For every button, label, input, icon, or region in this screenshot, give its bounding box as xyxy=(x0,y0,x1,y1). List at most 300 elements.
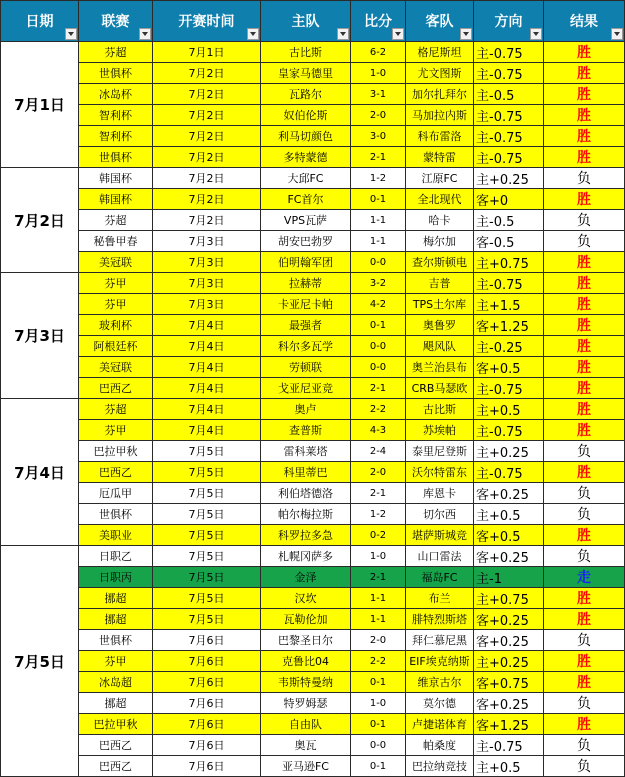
score-cell[interactable]: 3-2 xyxy=(351,273,406,294)
table-row xyxy=(1,105,625,126)
away-team-cell[interactable]: 全北现代 xyxy=(406,189,474,210)
direction-cell[interactable]: 主-0.75 xyxy=(474,462,544,483)
kickoff-cell[interactable]: 7月3日 xyxy=(153,273,261,294)
result-cell[interactable]: 负 xyxy=(544,168,625,189)
home-team-cell[interactable]: 卡亚尼卡帕 xyxy=(261,294,351,315)
home-team-cell[interactable]: 自由队 xyxy=(261,714,351,735)
date-cell[interactable]: 7月2日 xyxy=(1,168,79,273)
kickoff-cell[interactable]: 7月5日 xyxy=(153,441,261,462)
kickoff-cell[interactable]: 7月6日 xyxy=(153,693,261,714)
result-cell[interactable]: 胜 xyxy=(544,336,625,357)
away-team-cell[interactable]: 哈卡 xyxy=(406,210,474,231)
league-cell[interactable]: 智利杯 xyxy=(79,126,153,147)
score-cell[interactable]: 0-0 xyxy=(351,357,406,378)
date-cell[interactable]: 7月1日 xyxy=(1,42,79,168)
league-cell[interactable]: 玻利杯 xyxy=(79,315,153,336)
kickoff-cell[interactable]: 7月2日 xyxy=(153,126,261,147)
result-cell[interactable]: 胜 xyxy=(544,315,625,336)
away-team-cell[interactable]: 腓特烈斯塔 xyxy=(406,609,474,630)
table-row xyxy=(1,63,625,84)
kickoff-cell[interactable]: 7月5日 xyxy=(153,588,261,609)
away-team-cell[interactable]: 加尔扎拜尔 xyxy=(406,84,474,105)
kickoff-cell[interactable]: 7月2日 xyxy=(153,84,261,105)
kickoff-cell[interactable]: 7月4日 xyxy=(153,378,261,399)
league-cell[interactable]: 冰岛杯 xyxy=(79,84,153,105)
kickoff-cell[interactable]: 7月6日 xyxy=(153,735,261,756)
away-team-cell[interactable]: 奥兰治县布 xyxy=(406,357,474,378)
score-cell[interactable]: 0-1 xyxy=(351,714,406,735)
kickoff-cell[interactable]: 7月4日 xyxy=(153,357,261,378)
result-cell[interactable]: 胜 xyxy=(544,63,625,84)
result-cell[interactable]: 走 xyxy=(544,567,625,588)
score-cell[interactable]: 3-1 xyxy=(351,84,406,105)
home-team-cell[interactable]: 胡安巴勃罗 xyxy=(261,231,351,252)
direction-cell[interactable]: 主-0.75 xyxy=(474,63,544,84)
league-cell[interactable]: 日职乙 xyxy=(79,546,153,567)
direction-cell[interactable]: 客+1.25 xyxy=(474,315,544,336)
filter-dropdown-icon[interactable] xyxy=(65,28,77,40)
home-team-cell[interactable]: 皇家马德里 xyxy=(261,63,351,84)
away-team-cell[interactable]: 卢捷诺体育 xyxy=(406,714,474,735)
kickoff-cell[interactable]: 7月5日 xyxy=(153,525,261,546)
result-cell[interactable]: 胜 xyxy=(544,42,625,63)
league-cell[interactable]: 挪超 xyxy=(79,588,153,609)
kickoff-cell[interactable]: 7月5日 xyxy=(153,504,261,525)
away-team-cell[interactable]: 梅尔加 xyxy=(406,231,474,252)
league-cell[interactable]: 秘鲁甲春 xyxy=(79,231,153,252)
direction-cell[interactable]: 主-0.75 xyxy=(474,735,544,756)
direction-cell[interactable]: 主+0.75 xyxy=(474,588,544,609)
league-cell[interactable]: 挪超 xyxy=(79,693,153,714)
score-cell[interactable]: 4-3 xyxy=(351,420,406,441)
result-cell[interactable]: 胜 xyxy=(544,273,625,294)
score-cell[interactable]: 1-2 xyxy=(351,504,406,525)
kickoff-cell[interactable]: 7月2日 xyxy=(153,168,261,189)
league-cell[interactable]: 巴西乙 xyxy=(79,735,153,756)
result-cell[interactable]: 胜 xyxy=(544,399,625,420)
score-cell[interactable]: 4-2 xyxy=(351,294,406,315)
direction-cell[interactable]: 客+0.5 xyxy=(474,357,544,378)
away-team-cell[interactable]: 苏埃帕 xyxy=(406,420,474,441)
direction-cell[interactable]: 主-0.75 xyxy=(474,126,544,147)
direction-cell[interactable]: 客+1.25 xyxy=(474,714,544,735)
direction-cell[interactable]: 主-0.25 xyxy=(474,336,544,357)
direction-cell[interactable]: 主-0.75 xyxy=(474,420,544,441)
home-team-cell[interactable]: 利马切颜色 xyxy=(261,126,351,147)
home-team-cell[interactable]: 汉坎 xyxy=(261,588,351,609)
league-cell[interactable]: 智利杯 xyxy=(79,105,153,126)
score-cell[interactable]: 2-1 xyxy=(351,483,406,504)
kickoff-cell[interactable]: 7月3日 xyxy=(153,231,261,252)
score-cell[interactable]: 2-2 xyxy=(351,399,406,420)
result-cell[interactable]: 胜 xyxy=(544,252,625,273)
filter-dropdown-icon[interactable] xyxy=(611,28,623,40)
table-row xyxy=(1,273,625,294)
score-cell[interactable]: 0-1 xyxy=(351,189,406,210)
away-team-cell[interactable]: 飓风队 xyxy=(406,336,474,357)
direction-cell[interactable]: 客+0.25 xyxy=(474,483,544,504)
kickoff-cell[interactable]: 7月5日 xyxy=(153,462,261,483)
result-cell[interactable]: 胜 xyxy=(544,126,625,147)
home-team-cell[interactable]: 利伯塔德洛 xyxy=(261,483,351,504)
away-team-cell[interactable]: 江原FC xyxy=(406,168,474,189)
score-cell[interactable]: 2-4 xyxy=(351,441,406,462)
direction-cell[interactable]: 主+0.5 xyxy=(474,504,544,525)
direction-cell[interactable]: 主-0.75 xyxy=(474,273,544,294)
result-cell[interactable]: 胜 xyxy=(544,672,625,693)
kickoff-cell[interactable]: 7月5日 xyxy=(153,567,261,588)
result-cell[interactable]: 胜 xyxy=(544,420,625,441)
away-team-cell[interactable]: 堪萨斯城竞 xyxy=(406,525,474,546)
direction-cell[interactable]: 主-0.75 xyxy=(474,378,544,399)
filter-dropdown-icon[interactable] xyxy=(460,28,472,40)
direction-cell[interactable]: 主+0.25 xyxy=(474,441,544,462)
direction-cell[interactable]: 客-0.5 xyxy=(474,231,544,252)
home-team-cell[interactable]: 查普斯 xyxy=(261,420,351,441)
result-cell[interactable]: 胜 xyxy=(544,357,625,378)
home-team-cell[interactable]: 拉赫蒂 xyxy=(261,273,351,294)
away-team-cell[interactable]: 帕桑度 xyxy=(406,735,474,756)
kickoff-cell[interactable]: 7月2日 xyxy=(153,210,261,231)
kickoff-cell[interactable]: 7月4日 xyxy=(153,420,261,441)
league-cell[interactable]: 芬超 xyxy=(79,42,153,63)
home-team-cell[interactable]: 金泽 xyxy=(261,567,351,588)
home-team-cell[interactable]: 科里蒂巴 xyxy=(261,462,351,483)
table-row xyxy=(1,588,625,609)
league-cell[interactable]: 美冠联 xyxy=(79,357,153,378)
header-result[interactable]: 结果 xyxy=(544,1,625,42)
table-row xyxy=(1,651,625,672)
direction-cell[interactable]: 客+0.25 xyxy=(474,630,544,651)
score-cell[interactable]: 0-1 xyxy=(351,672,406,693)
away-team-cell[interactable]: 莫尔德 xyxy=(406,693,474,714)
away-team-cell[interactable]: 尤文图斯 xyxy=(406,63,474,84)
score-cell[interactable]: 3-0 xyxy=(351,126,406,147)
direction-cell[interactable]: 客+0.25 xyxy=(474,693,544,714)
away-team-cell[interactable]: 泰里尼登斯 xyxy=(406,441,474,462)
result-cell[interactable]: 胜 xyxy=(544,294,625,315)
kickoff-cell[interactable]: 7月6日 xyxy=(153,672,261,693)
league-cell[interactable]: 韩国杯 xyxy=(79,189,153,210)
league-cell[interactable]: 世俱杯 xyxy=(79,504,153,525)
away-team-cell[interactable]: 布兰 xyxy=(406,588,474,609)
league-cell[interactable]: 世俱杯 xyxy=(79,147,153,168)
table-row xyxy=(1,336,625,357)
result-cell[interactable]: 胜 xyxy=(544,525,625,546)
away-team-cell[interactable]: 巴拉纳竞技 xyxy=(406,756,474,777)
table-row xyxy=(1,294,625,315)
kickoff-cell[interactable]: 7月3日 xyxy=(153,252,261,273)
result-cell[interactable]: 胜 xyxy=(544,378,625,399)
league-cell[interactable]: 芬超 xyxy=(79,399,153,420)
kickoff-cell[interactable]: 7月6日 xyxy=(153,756,261,777)
direction-cell[interactable]: 主+0.5 xyxy=(474,756,544,777)
direction-cell[interactable]: 主-0.75 xyxy=(474,42,544,63)
header-league[interactable]: 联赛 xyxy=(79,1,153,42)
direction-cell[interactable]: 客+0 xyxy=(474,189,544,210)
away-team-cell[interactable]: 奥鲁罗 xyxy=(406,315,474,336)
direction-cell[interactable]: 主-1 xyxy=(474,567,544,588)
league-cell[interactable]: 芬甲 xyxy=(79,420,153,441)
result-cell[interactable]: 负 xyxy=(544,756,625,777)
away-team-cell[interactable]: 拜仁慕尼黑 xyxy=(406,630,474,651)
home-team-cell[interactable]: 札幌冈萨多 xyxy=(261,546,351,567)
result-cell[interactable]: 负 xyxy=(544,735,625,756)
score-cell[interactable]: 0-0 xyxy=(351,252,406,273)
score-cell[interactable]: 1-0 xyxy=(351,546,406,567)
away-team-cell[interactable]: 山口雷法 xyxy=(406,546,474,567)
home-team-cell[interactable]: 劳顿联 xyxy=(261,357,351,378)
direction-cell[interactable]: 主-0.5 xyxy=(474,210,544,231)
table-row xyxy=(1,231,625,252)
kickoff-cell[interactable]: 7月4日 xyxy=(153,315,261,336)
away-team-cell[interactable]: EIF埃克纳斯 xyxy=(406,651,474,672)
score-cell[interactable]: 1-1 xyxy=(351,210,406,231)
table-row xyxy=(1,756,625,777)
score-cell[interactable]: 1-0 xyxy=(351,693,406,714)
table-row xyxy=(1,399,625,420)
home-team-cell[interactable]: 奥瓦 xyxy=(261,735,351,756)
home-team-cell[interactable]: 奴伯伦斯 xyxy=(261,105,351,126)
result-cell[interactable]: 负 xyxy=(544,693,625,714)
result-cell[interactable]: 胜 xyxy=(544,105,625,126)
league-cell[interactable]: 冰岛超 xyxy=(79,672,153,693)
kickoff-cell[interactable]: 7月6日 xyxy=(153,714,261,735)
table-row xyxy=(1,210,625,231)
league-cell[interactable]: 世俱杯 xyxy=(79,63,153,84)
direction-cell[interactable]: 主-0.75 xyxy=(474,147,544,168)
result-cell[interactable]: 负 xyxy=(544,441,625,462)
home-team-cell[interactable]: 大邱FC xyxy=(261,168,351,189)
date-cell[interactable]: 7月4日 xyxy=(1,399,79,546)
filter-dropdown-icon[interactable] xyxy=(337,28,349,40)
result-cell[interactable]: 负 xyxy=(544,546,625,567)
league-cell[interactable]: 日职丙 xyxy=(79,567,153,588)
table-row xyxy=(1,483,625,504)
filter-dropdown-icon[interactable] xyxy=(530,28,542,40)
score-cell[interactable]: 0-0 xyxy=(351,336,406,357)
header-direction[interactable]: 方向 xyxy=(474,1,544,42)
direction-cell[interactable]: 客+0.5 xyxy=(474,525,544,546)
table-row xyxy=(1,441,625,462)
league-cell[interactable]: 芬甲 xyxy=(79,294,153,315)
league-cell[interactable]: 巴西乙 xyxy=(79,756,153,777)
score-cell[interactable]: 0-2 xyxy=(351,525,406,546)
score-cell[interactable]: 2-2 xyxy=(351,651,406,672)
score-cell[interactable]: 6-2 xyxy=(351,42,406,63)
kickoff-cell[interactable]: 7月1日 xyxy=(153,42,261,63)
kickoff-cell[interactable]: 7月2日 xyxy=(153,147,261,168)
score-cell[interactable]: 2-0 xyxy=(351,630,406,651)
kickoff-cell[interactable]: 7月2日 xyxy=(153,63,261,84)
home-team-cell[interactable]: 特罗姆瑟 xyxy=(261,693,351,714)
score-cell[interactable]: 1-1 xyxy=(351,231,406,252)
header-away[interactable]: 客队 xyxy=(406,1,474,42)
result-cell[interactable]: 负 xyxy=(544,231,625,252)
league-cell[interactable]: 世俱杯 xyxy=(79,630,153,651)
score-cell[interactable]: 1-1 xyxy=(351,588,406,609)
result-cell[interactable]: 胜 xyxy=(544,462,625,483)
direction-cell[interactable]: 主+0.75 xyxy=(474,252,544,273)
header-score[interactable]: 比分 xyxy=(351,1,406,42)
header-date[interactable]: 日期 xyxy=(1,1,79,42)
header-kickoff[interactable]: 开赛时间 xyxy=(153,1,261,42)
table-row xyxy=(1,525,625,546)
table-row xyxy=(1,126,625,147)
home-team-cell[interactable]: 伯明翰军团 xyxy=(261,252,351,273)
result-cell[interactable]: 胜 xyxy=(544,147,625,168)
direction-cell[interactable]: 主+1.5 xyxy=(474,294,544,315)
filter-dropdown-icon[interactable] xyxy=(139,28,151,40)
result-cell[interactable]: 负 xyxy=(544,210,625,231)
home-team-cell[interactable]: 韦斯特曼纳 xyxy=(261,672,351,693)
kickoff-cell[interactable]: 7月2日 xyxy=(153,189,261,210)
score-cell[interactable]: 2-0 xyxy=(351,105,406,126)
league-cell[interactable]: 巴拉甲秋 xyxy=(79,714,153,735)
score-cell[interactable]: 2-1 xyxy=(351,378,406,399)
home-team-cell[interactable]: 瓦路尔 xyxy=(261,84,351,105)
date-cell[interactable]: 7月5日 xyxy=(1,546,79,777)
league-cell[interactable]: 巴西乙 xyxy=(79,378,153,399)
league-cell[interactable]: 美职业 xyxy=(79,525,153,546)
league-cell[interactable]: 芬甲 xyxy=(79,273,153,294)
away-team-cell[interactable]: 库恩卡 xyxy=(406,483,474,504)
away-team-cell[interactable]: CRB马瑟欧 xyxy=(406,378,474,399)
home-team-cell[interactable]: 戈亚尼亚竞 xyxy=(261,378,351,399)
result-cell[interactable]: 胜 xyxy=(544,84,625,105)
away-team-cell[interactable]: 马加拉内斯 xyxy=(406,105,474,126)
away-team-cell[interactable]: 福岛FC xyxy=(406,567,474,588)
home-team-cell[interactable]: 奥卢 xyxy=(261,399,351,420)
table-row xyxy=(1,693,625,714)
away-team-cell[interactable]: 格尼斯坦 xyxy=(406,42,474,63)
table-row xyxy=(1,252,625,273)
score-cell[interactable]: 2-1 xyxy=(351,147,406,168)
header-home[interactable]: 主队 xyxy=(261,1,351,42)
table-row xyxy=(1,735,625,756)
result-cell[interactable]: 胜 xyxy=(544,189,625,210)
score-cell[interactable]: 1-1 xyxy=(351,609,406,630)
league-cell[interactable]: 巴西乙 xyxy=(79,462,153,483)
home-team-cell[interactable]: 古比斯 xyxy=(261,42,351,63)
result-cell[interactable]: 负 xyxy=(544,483,625,504)
kickoff-cell[interactable]: 7月5日 xyxy=(153,546,261,567)
table-row xyxy=(1,672,625,693)
table-row xyxy=(1,567,625,588)
result-cell[interactable]: 胜 xyxy=(544,588,625,609)
kickoff-cell[interactable]: 7月6日 xyxy=(153,630,261,651)
kickoff-cell[interactable]: 7月5日 xyxy=(153,483,261,504)
direction-cell[interactable]: 主+0.25 xyxy=(474,651,544,672)
filter-dropdown-icon[interactable] xyxy=(392,28,404,40)
league-cell[interactable]: 阿根廷杯 xyxy=(79,336,153,357)
home-team-cell[interactable]: 雷科莱塔 xyxy=(261,441,351,462)
away-team-cell[interactable]: 古比斯 xyxy=(406,399,474,420)
away-team-cell[interactable]: 查尔斯顿电 xyxy=(406,252,474,273)
kickoff-cell[interactable]: 7月4日 xyxy=(153,399,261,420)
direction-cell[interactable]: 主-0.5 xyxy=(474,84,544,105)
table-row xyxy=(1,168,625,189)
table-row xyxy=(1,84,625,105)
result-cell[interactable]: 负 xyxy=(544,630,625,651)
league-cell[interactable]: 巴拉甲秋 xyxy=(79,441,153,462)
table-row xyxy=(1,504,625,525)
away-team-cell[interactable]: 蒙特雷 xyxy=(406,147,474,168)
direction-cell[interactable]: 主-0.75 xyxy=(474,105,544,126)
home-team-cell[interactable]: 最强者 xyxy=(261,315,351,336)
away-team-cell[interactable]: 维京古尔 xyxy=(406,672,474,693)
away-team-cell[interactable]: 切尔西 xyxy=(406,504,474,525)
direction-cell[interactable]: 客+0.25 xyxy=(474,546,544,567)
result-cell[interactable]: 负 xyxy=(544,504,625,525)
date-cell[interactable]: 7月3日 xyxy=(1,273,79,399)
direction-cell[interactable]: 客+0.75 xyxy=(474,672,544,693)
result-cell[interactable]: 胜 xyxy=(544,714,625,735)
table-row xyxy=(1,546,625,567)
kickoff-cell[interactable]: 7月3日 xyxy=(153,294,261,315)
table-row xyxy=(1,378,625,399)
league-cell[interactable]: 芬甲 xyxy=(79,651,153,672)
home-team-cell[interactable]: 亚马逊FC xyxy=(261,756,351,777)
away-team-cell[interactable]: TPS土尔库 xyxy=(406,294,474,315)
score-cell[interactable]: 0-1 xyxy=(351,315,406,336)
score-cell[interactable]: 0-1 xyxy=(351,756,406,777)
table-row xyxy=(1,42,625,63)
direction-cell[interactable]: 主+0.5 xyxy=(474,399,544,420)
home-team-cell[interactable]: 巴黎圣日尔 xyxy=(261,630,351,651)
league-cell[interactable]: 厄瓜甲 xyxy=(79,483,153,504)
header-row xyxy=(1,1,625,42)
home-team-cell[interactable]: 帕尔梅拉斯 xyxy=(261,504,351,525)
table-row xyxy=(1,630,625,651)
home-team-cell[interactable]: 克鲁比04 xyxy=(261,651,351,672)
result-cell[interactable]: 胜 xyxy=(544,651,625,672)
score-cell[interactable]: 0-0 xyxy=(351,735,406,756)
direction-cell[interactable]: 主+0.25 xyxy=(474,168,544,189)
kickoff-cell[interactable]: 7月2日 xyxy=(153,105,261,126)
home-team-cell[interactable]: 多特蒙德 xyxy=(261,147,351,168)
score-cell[interactable]: 2-0 xyxy=(351,462,406,483)
league-cell[interactable]: 芬超 xyxy=(79,210,153,231)
table-row xyxy=(1,714,625,735)
home-team-cell[interactable]: 科尔多瓦学 xyxy=(261,336,351,357)
kickoff-cell[interactable]: 7月4日 xyxy=(153,336,261,357)
league-cell[interactable]: 韩国杯 xyxy=(79,168,153,189)
table-row xyxy=(1,609,625,630)
kickoff-cell[interactable]: 7月6日 xyxy=(153,651,261,672)
table-row xyxy=(1,357,625,378)
home-team-cell[interactable]: FC首尔 xyxy=(261,189,351,210)
table-row xyxy=(1,462,625,483)
home-team-cell[interactable]: 瓦勒伦加 xyxy=(261,609,351,630)
home-team-cell[interactable]: 科罗拉多急 xyxy=(261,525,351,546)
away-team-cell[interactable]: 沃尔特雷东 xyxy=(406,462,474,483)
table-row xyxy=(1,147,625,168)
away-team-cell[interactable]: 科布雷洛 xyxy=(406,126,474,147)
filter-dropdown-icon[interactable] xyxy=(247,28,259,40)
kickoff-cell[interactable]: 7月5日 xyxy=(153,609,261,630)
direction-cell[interactable]: 客+0.25 xyxy=(474,609,544,630)
score-cell[interactable]: 1-2 xyxy=(351,168,406,189)
league-cell[interactable]: 挪超 xyxy=(79,609,153,630)
score-cell[interactable]: 1-0 xyxy=(351,63,406,84)
score-cell[interactable]: 2-1 xyxy=(351,567,406,588)
table-row xyxy=(1,315,625,336)
away-team-cell[interactable]: 吉普 xyxy=(406,273,474,294)
home-team-cell[interactable]: VPS瓦萨 xyxy=(261,210,351,231)
league-cell[interactable]: 美冠联 xyxy=(79,252,153,273)
result-cell[interactable]: 胜 xyxy=(544,609,625,630)
